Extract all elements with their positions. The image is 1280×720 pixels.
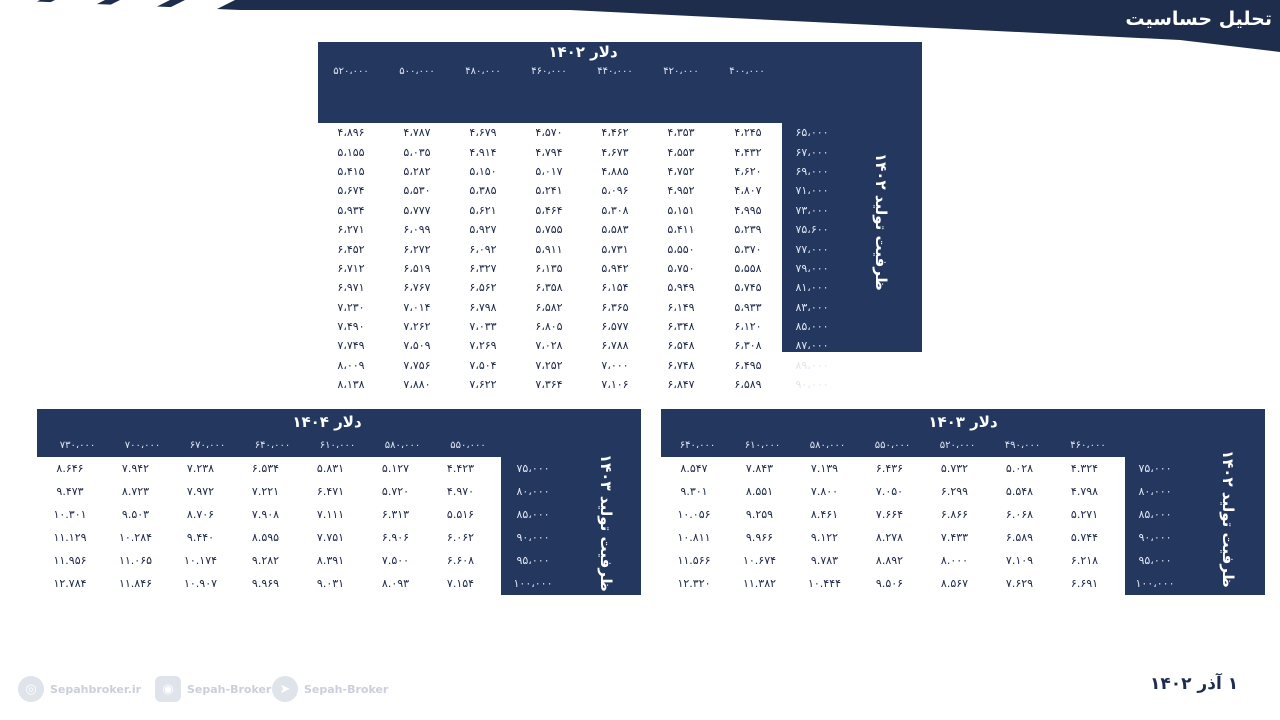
table-cell: ۱۱.۱۲۹ — [53, 531, 87, 544]
table-cell: ۴،۶۷۳ — [601, 145, 629, 159]
table-row — [661, 457, 1125, 480]
table-1402 — [318, 42, 922, 392]
row-label: ۷۷،۰۰۰ — [795, 242, 829, 256]
table-cell: ۵،۵۳۰ — [403, 184, 431, 198]
table-cell: ۵،۹۴۲ — [601, 261, 629, 275]
table-cell: ۵،۵۵۸ — [734, 261, 762, 275]
telegram-text: Sepah-Broker — [304, 682, 389, 696]
table-row — [37, 457, 501, 480]
table-cell: ۷،۲۶۲ — [403, 320, 431, 334]
table-cell: ۹.۱۲۲ — [810, 531, 839, 544]
column-header: ۵۰۰،۰۰۰ — [399, 66, 435, 77]
table-cell: ۷.۴۳۳ — [940, 531, 969, 544]
table-cell: ۹.۵۰۳ — [121, 508, 150, 521]
table-cell: ۴.۷۹۸ — [1070, 485, 1099, 498]
table-cell: ۵،۲۸۲ — [403, 164, 431, 178]
table-cell: ۶.۳۱۳ — [381, 508, 410, 521]
table-row — [37, 480, 501, 503]
column-header: ۷۳۰،۰۰۰ — [59, 440, 96, 451]
table-cell: ۶،۱۴۹ — [667, 300, 695, 314]
column-header: ۴۶۰،۰۰۰ — [531, 66, 567, 77]
table-cell: ۷.۵۰۰ — [381, 554, 410, 567]
column-header: ۴۲۰،۰۰۰ — [663, 66, 699, 77]
table-row — [661, 572, 1125, 595]
table-cell: ۵،۴۶۴ — [535, 203, 563, 217]
table-cell: ۶،۵۸۹ — [734, 378, 762, 392]
table-row — [37, 572, 501, 595]
table-cell: ۶.۶۰۸ — [446, 554, 475, 567]
table-cell: ۵.۵۱۶ — [446, 508, 475, 521]
table-cell: ۱۰.۹۰۷ — [183, 577, 218, 590]
row-label: ۷۱،۰۰۰ — [795, 184, 829, 198]
table-cell: ۱۲.۳۲۰ — [677, 577, 711, 590]
page-title: تحلیل حساسیت — [1125, 8, 1272, 30]
table-cell: ۷،۶۲۲ — [469, 378, 497, 392]
instagram-text: Sepah-Broker — [187, 682, 272, 696]
table-cell: ۱۰.۴۴۴ — [807, 577, 842, 590]
table-row — [37, 526, 501, 549]
table-cell: ۱۱.۹۵۶ — [53, 554, 87, 567]
table-cell: ۷،۷۴۹ — [337, 339, 365, 353]
table-cell: ۵،۳۸۵ — [469, 184, 497, 198]
table-cell: ۵.۷۳۲ — [940, 462, 969, 475]
table-cell: ۶،۰۹۹ — [403, 223, 431, 237]
row-label: ۸۹،۰۰۰ — [795, 358, 829, 372]
table-cell: ۶.۵۳۴ — [251, 462, 280, 475]
table-cell: ۵،۵۵۰ — [667, 242, 695, 256]
table-cell: ۹.۹۶۹ — [251, 577, 280, 590]
table-cell: ۱۱.۰۶۵ — [118, 554, 153, 567]
table-cell: ۷.۸۴۳ — [745, 462, 774, 475]
table-cell: ۶،۴۹۵ — [734, 358, 762, 372]
table-row — [318, 278, 782, 297]
row-label: ۷۵،۶۰۰ — [795, 223, 829, 237]
table-cell: ۸.۶۴۶ — [56, 462, 84, 475]
table-row — [318, 239, 782, 258]
row-label: ۱۰۰،۰۰۰ — [1135, 577, 1175, 590]
table-cell: ۶.۲۹۹ — [940, 485, 969, 498]
column-header: ۶۴۰،۰۰۰ — [254, 440, 291, 451]
row-axis-label: ظرفیت تولید ۱۴۰۳ — [597, 454, 615, 592]
table-cell: ۵،۹۳۴ — [337, 203, 365, 217]
row-label: ۹۵،۰۰۰ — [1138, 554, 1172, 567]
row-axis-label: ظرفیت تولید ۱۴۰۲ — [872, 153, 890, 291]
table-cell: ۵،۷۳۱ — [601, 242, 629, 256]
table-1404 — [37, 409, 641, 595]
table-cell: ۵.۸۳۱ — [316, 462, 345, 475]
table-cell: ۱۲.۷۸۴ — [53, 577, 87, 590]
table-cell: ۵،۰۱۷ — [535, 164, 563, 178]
table-cell: ۶،۵۸۲ — [535, 300, 563, 314]
column-header: ۵۵۰،۰۰۰ — [874, 440, 911, 451]
row-label: ۷۵،۰۰۰ — [1138, 462, 1172, 475]
table-cell: ۴،۶۷۹ — [469, 126, 497, 140]
table-cell: ۱۰.۸۱۱ — [677, 531, 711, 544]
table-cell: ۶،۱۳۵ — [535, 261, 563, 275]
table-row — [318, 259, 782, 278]
table-cell: ۹.۴۷۳ — [56, 485, 84, 498]
table-row — [318, 298, 782, 317]
row-labels — [1125, 457, 1185, 595]
table-cell: ۵،۷۴۵ — [734, 281, 762, 295]
column-header: ۴۶۰،۰۰۰ — [1070, 440, 1106, 451]
row-axis-label: ظرفیت تولید ۱۴۰۲ — [1219, 450, 1237, 588]
table-cell: ۴،۴۶۲ — [601, 126, 629, 140]
table-cell: ۶.۴۷۱ — [316, 485, 345, 498]
table-cell: ۶.۲۱۸ — [1070, 554, 1099, 567]
table-cell: ۶،۳۵۸ — [535, 281, 563, 295]
table-cell: ۵.۵۴۸ — [1005, 485, 1034, 498]
table-body — [661, 457, 1125, 595]
table-1403 — [661, 409, 1265, 595]
table-cell: ۷،۰۰۰ — [601, 358, 629, 372]
table-row — [37, 503, 501, 526]
table-cell: ۴،۲۴۵ — [734, 126, 762, 140]
row-label: ۸۰،۰۰۰ — [1138, 485, 1172, 498]
table-cell: ۷.۱۵۴ — [446, 577, 475, 590]
table-cell: ۷.۸۰۰ — [810, 485, 839, 498]
table-cell: ۴.۳۲۴ — [1070, 462, 1099, 475]
column-header: ۶۱۰،۰۰۰ — [319, 440, 356, 451]
table-cell: ۴،۶۲۰ — [734, 164, 762, 178]
table-cell: ۱۱.۸۴۶ — [118, 577, 153, 590]
table-cell: ۴،۸۹۶ — [337, 126, 365, 140]
table-cell: ۱۰.۳۰۱ — [53, 508, 87, 521]
table-row — [318, 201, 782, 220]
instagram-link[interactable] — [155, 676, 271, 702]
column-header: ۵۲۰،۰۰۰ — [333, 66, 369, 77]
table-cell: ۵،۵۸۳ — [601, 223, 629, 237]
table-cell: ۵،۷۷۷ — [403, 203, 431, 217]
table-cell: ۶،۵۶۲ — [469, 281, 497, 295]
table-cell: ۴،۳۵۳ — [667, 126, 695, 140]
column-headers — [318, 64, 782, 80]
table-cell: ۶،۷۴۸ — [667, 358, 695, 372]
table-cell: ۶،۵۴۸ — [667, 339, 695, 353]
column-header: ۶۷۰،۰۰۰ — [189, 440, 226, 451]
table-cell: ۶،۰۹۲ — [469, 242, 497, 256]
table-cell: ۸،۰۰۹ — [337, 358, 365, 372]
column-header: ۵۲۰،۰۰۰ — [939, 440, 976, 451]
column-header: ۶۴۰،۰۰۰ — [679, 440, 716, 451]
table-cell: ۵،۹۱۱ — [535, 242, 563, 256]
column-header: ۵۸۰،۰۰۰ — [809, 440, 846, 451]
table-cell: ۹.۹۶۶ — [745, 531, 774, 544]
table-cell: ۶،۸۴۷ — [667, 378, 695, 392]
table-cell: ۶،۳۴۸ — [667, 320, 695, 334]
table-cell: ۸.۷۲۳ — [121, 485, 150, 498]
telegram-icon: ➤ — [272, 676, 298, 702]
column-headers — [665, 437, 1121, 455]
table-cell: ۶.۴۳۶ — [875, 462, 904, 475]
table-cell: ۴،۷۸۷ — [403, 126, 431, 140]
table-cell: ۱۰.۶۷۴ — [742, 554, 777, 567]
table-row — [318, 220, 782, 239]
column-header: ۴۸۰،۰۰۰ — [465, 66, 501, 77]
table-cell: ۶.۶۹۱ — [1070, 577, 1099, 590]
row-labels — [782, 123, 842, 394]
table-cell: ۵،۹۲۷ — [469, 223, 497, 237]
table-cell: ۷.۲۳۸ — [186, 462, 215, 475]
table-row — [318, 336, 782, 355]
table-cell: ۶،۷۸۸ — [601, 339, 629, 353]
table-cell: ۵.۲۷۱ — [1070, 508, 1099, 521]
row-label: ۸۷،۰۰۰ — [795, 339, 829, 353]
table-cell: ۷.۱۳۹ — [810, 462, 839, 475]
table-body — [318, 123, 782, 395]
table-cell: ۸.۴۶۱ — [810, 508, 839, 521]
table-cell: ۷،۷۵۶ — [403, 358, 431, 372]
table-cell: ۸.۵۴۷ — [680, 462, 708, 475]
table-cell: ۷.۱۱۱ — [316, 508, 345, 521]
table-cell: ۶،۲۷۱ — [337, 223, 365, 237]
row-label: ۸۳،۰۰۰ — [795, 300, 829, 314]
row-label: ۸۵،۰۰۰ — [516, 508, 550, 521]
row-label: ۹۵،۰۰۰ — [516, 554, 550, 567]
table-cell: ۵،۶۷۴ — [337, 184, 365, 198]
row-label: ۶۵،۰۰۰ — [795, 126, 829, 140]
table-row — [661, 480, 1125, 503]
table-cell: ۷،۰۱۴ — [403, 300, 431, 314]
column-header: ۵۸۰،۰۰۰ — [384, 440, 421, 451]
table-cell: ۷،۵۰۴ — [469, 358, 497, 372]
table-cell: ۱۰.۱۷۴ — [183, 554, 218, 567]
table-cell: ۶.۰۶۸ — [1005, 508, 1034, 521]
table-cell: ۷.۹۷۲ — [186, 485, 215, 498]
table-row — [318, 356, 782, 375]
table-row — [318, 162, 782, 181]
table-cell: ۵،۲۳۹ — [734, 223, 762, 237]
table-cell: ۴،۴۳۲ — [734, 145, 762, 159]
table-cell: ۵.۷۲۰ — [381, 485, 410, 498]
table-cell: ۷،۱۰۶ — [601, 378, 629, 392]
table-cell: ۹.۰۳۱ — [316, 577, 345, 590]
row-label: ۹۰،۰۰۰ — [795, 378, 829, 392]
table-cell: ۸،۱۳۸ — [337, 378, 365, 392]
row-label: ۸۵،۰۰۰ — [795, 320, 829, 334]
table-cell: ۶.۸۶۶ — [940, 508, 969, 521]
table-cell: ۶،۷۹۸ — [469, 300, 497, 314]
table-cell: ۷،۳۶۴ — [535, 378, 563, 392]
table-cell: ۴،۹۹۵ — [734, 203, 762, 217]
table-cell: ۵،۹۳۳ — [734, 300, 762, 314]
table-cell: ۷،۵۰۹ — [403, 339, 431, 353]
row-label: ۷۹،۰۰۰ — [795, 261, 829, 275]
row-label: ۶۹،۰۰۰ — [795, 164, 829, 178]
table-row — [318, 142, 782, 161]
table-cell: ۵،۰۳۵ — [403, 145, 431, 159]
table-cell: ۹.۳۰۱ — [680, 485, 708, 498]
table-cell: ۱۱.۵۶۶ — [677, 554, 711, 567]
table-cell: ۶،۱۲۰ — [734, 320, 762, 334]
column-header: ۴۹۰،۰۰۰ — [1004, 440, 1041, 451]
table-cell: ۶.۵۸۹ — [1005, 531, 1034, 544]
table-cell: ۴،۵۷۰ — [535, 126, 563, 140]
column-header: ۴۰۰،۰۰۰ — [729, 66, 765, 77]
row-labels — [503, 457, 563, 595]
table-cell: ۷.۲۲۱ — [251, 485, 280, 498]
table-cell: ۸.۵۵۱ — [745, 485, 774, 498]
table-cell: ۴.۴۲۳ — [446, 462, 475, 475]
table-cell: ۶.۰۶۲ — [446, 531, 475, 544]
table-row — [318, 375, 782, 394]
instagram-icon: ◉ — [155, 676, 181, 702]
table-cell: ۵،۹۴۹ — [667, 281, 695, 295]
table-row — [318, 123, 782, 142]
row-label: ۷۵،۰۰۰ — [516, 462, 550, 475]
table-cell: ۶،۲۷۲ — [403, 242, 431, 256]
table-cell: ۴،۹۵۲ — [667, 184, 695, 198]
table-title: دلار ۱۴۰۲ — [548, 43, 618, 61]
row-label: ۸۱،۰۰۰ — [795, 281, 829, 295]
column-header: ۶۱۰،۰۰۰ — [744, 440, 781, 451]
table-cell: ۵،۱۵۵ — [337, 145, 365, 159]
table-cell: ۸.۰۹۳ — [381, 577, 410, 590]
table-cell: ۵،۷۵۵ — [535, 223, 563, 237]
table-cell: ۱۰.۰۵۶ — [677, 508, 711, 521]
row-label: ۱۰۰،۰۰۰ — [513, 577, 553, 590]
row-label: ۹۰،۰۰۰ — [1138, 531, 1172, 544]
table-body — [37, 457, 501, 595]
table-cell: ۵،۴۱۵ — [337, 164, 365, 178]
table-cell: ۷،۲۶۹ — [469, 339, 497, 353]
table-row — [661, 549, 1125, 572]
table-cell: ۸.۸۹۲ — [875, 554, 904, 567]
table-title: دلار ۱۴۰۳ — [928, 413, 998, 431]
table-cell: ۴،۷۹۴ — [535, 145, 563, 159]
table-cell: ۵،۱۵۱ — [667, 203, 695, 217]
website-text: Sepahbroker.ir — [50, 682, 142, 696]
table-cell: ۵،۲۴۱ — [535, 184, 563, 198]
column-headers — [45, 437, 501, 455]
table-cell: ۷.۶۶۴ — [875, 508, 904, 521]
row-label: ۷۳،۰۰۰ — [795, 203, 829, 217]
table-cell: ۵.۰۲۸ — [1005, 462, 1034, 475]
table-row — [318, 181, 782, 200]
table-row — [318, 317, 782, 336]
table-cell: ۶،۷۶۷ — [403, 281, 431, 295]
table-cell: ۶،۹۷۱ — [337, 281, 365, 295]
table-cell: ۷،۸۸۰ — [403, 378, 431, 392]
table-cell: ۱۱.۳۸۲ — [742, 577, 777, 590]
table-cell: ۹.۷۸۳ — [810, 554, 839, 567]
table-cell: ۶،۳۶۵ — [601, 300, 629, 314]
table-cell: ۶،۳۲۷ — [469, 261, 497, 275]
table-title: دلار ۱۴۰۴ — [292, 413, 362, 431]
table-cell: ۸.۵۹۵ — [251, 531, 280, 544]
table-cell: ۶،۵۱۹ — [403, 261, 431, 275]
table-cell: ۴،۸۸۵ — [601, 164, 629, 178]
table-cell: ۸.۲۷۸ — [875, 531, 904, 544]
table-cell: ۸.۵۶۷ — [940, 577, 969, 590]
table-cell: ۵،۳۰۸ — [601, 203, 629, 217]
table-cell: ۵،۴۱۱ — [667, 223, 695, 237]
table-cell: ۸.۳۹۱ — [316, 554, 345, 567]
table-cell: ۱۰.۲۸۴ — [118, 531, 153, 544]
table-cell: ۷.۷۵۱ — [316, 531, 345, 544]
table-row — [37, 549, 501, 572]
table-cell: ۸.۷۰۶ — [186, 508, 215, 521]
table-cell: ۷،۰۳۳ — [469, 320, 497, 334]
table-cell: ۶.۹۰۶ — [381, 531, 410, 544]
table-cell: ۶،۴۵۲ — [337, 242, 365, 256]
table-cell: ۵،۳۷۰ — [734, 242, 762, 256]
table-cell: ۴،۸۰۷ — [734, 184, 762, 198]
table-cell: ۷،۲۵۲ — [535, 358, 563, 372]
row-label: ۶۷،۰۰۰ — [795, 145, 829, 159]
column-header: ۷۰۰،۰۰۰ — [124, 440, 161, 451]
table-cell: ۶،۵۷۷ — [601, 320, 629, 334]
telegram-link[interactable] — [272, 676, 388, 702]
table-cell: ۶،۷۱۲ — [337, 261, 365, 275]
table-cell: ۵،۷۵۰ — [667, 261, 695, 275]
row-label: ۹۰،۰۰۰ — [516, 531, 550, 544]
column-header: ۵۵۰،۰۰۰ — [450, 440, 486, 451]
table-cell: ۴،۹۱۴ — [469, 145, 497, 159]
table-cell: ۵.۷۴۴ — [1070, 531, 1099, 544]
table-cell: ۵.۱۲۷ — [381, 462, 410, 475]
table-cell: ۹.۲۵۹ — [745, 508, 774, 521]
row-label: ۸۵،۰۰۰ — [1138, 508, 1172, 521]
table-cell: ۹.۵۰۶ — [875, 577, 904, 590]
table-cell: ۴،۵۵۳ — [667, 145, 695, 159]
table-cell: ۷،۲۳۰ — [337, 300, 365, 314]
table-cell: ۷.۰۵۰ — [875, 485, 904, 498]
row-label: ۸۰،۰۰۰ — [516, 485, 550, 498]
website-link[interactable] — [18, 676, 141, 702]
table-cell: ۷.۹۴۲ — [121, 462, 150, 475]
table-cell: ۶،۸۰۵ — [535, 320, 563, 334]
table-cell: ۹.۴۴۰ — [186, 531, 215, 544]
table-cell: ۴،۷۵۲ — [667, 164, 695, 178]
table-cell: ۷.۱۰۹ — [1005, 554, 1034, 567]
table-cell: ۵،۶۲۱ — [469, 203, 497, 217]
table-cell: ۹.۲۸۲ — [251, 554, 280, 567]
table-cell: ۴.۹۷۰ — [446, 485, 475, 498]
table-cell: ۷،۴۹۰ — [337, 320, 365, 334]
table-row — [661, 503, 1125, 526]
table-cell: ۷.۶۲۹ — [1005, 577, 1034, 590]
report-date: ۱ آذر ۱۴۰۲ — [1150, 674, 1239, 694]
column-header: ۴۴۰،۰۰۰ — [597, 66, 633, 77]
table-cell: ۵،۰۹۶ — [601, 184, 629, 198]
globe-icon: ◎ — [18, 676, 44, 702]
table-cell: ۶،۳۰۸ — [734, 339, 762, 353]
table-cell: ۵،۱۵۰ — [469, 164, 497, 178]
table-cell: ۷،۰۲۸ — [535, 339, 563, 353]
table-row — [661, 526, 1125, 549]
table-cell: ۶،۱۵۴ — [601, 281, 629, 295]
table-cell: ۸.۰۰۰ — [940, 554, 969, 567]
table-cell: ۷.۹۰۸ — [251, 508, 280, 521]
